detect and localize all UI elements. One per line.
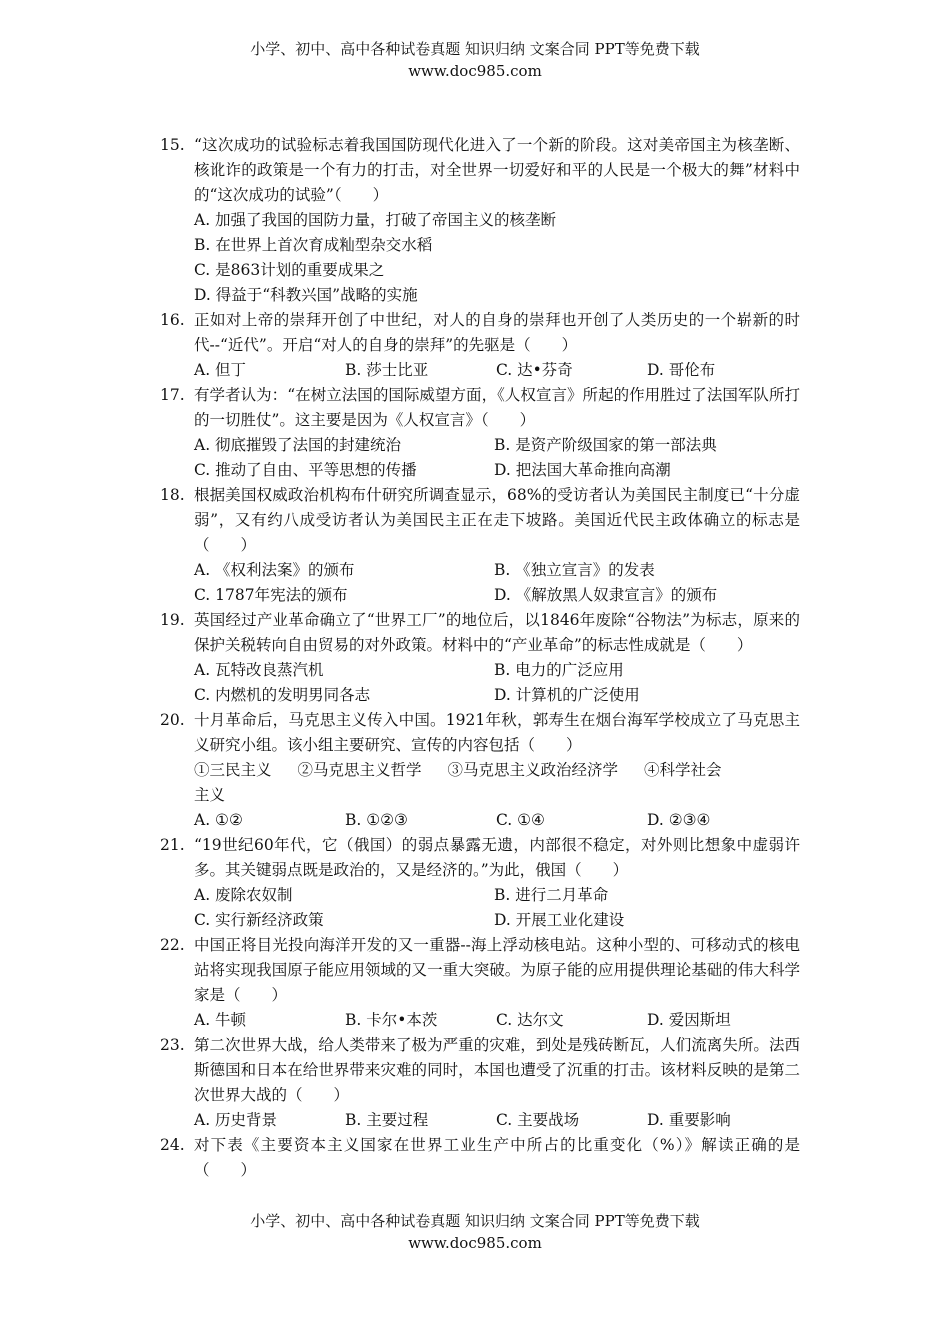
option-row [194,683,800,708]
option-row [194,808,800,833]
question-number: 15. [160,136,185,154]
option-a[interactable]: A. 废除农奴制 [194,886,293,904]
question-stem: 中国正将目光投向海洋开发的又一重器--海上浮动核电站。这种小型的、可移动式的核电站将实现我国原子能应用领域的又一重大突破。为原子能的应用提供理论基础的伟大科学家是（ ） [194,936,800,1004]
question-number: 20. [160,711,185,729]
question-stem: 正如对上帝的崇拜开创了中世纪，对人的自身的崇拜也开创了人类历史的一个崭新的时代--“近代”。开启“对人的自身的崇拜”的先驱是（ ） [194,311,800,354]
option-a[interactable]: A. 但丁 [194,361,247,379]
question-stem: 根据美国权威政治机构布什研究所调查显示，68%的受访者认为美国民主制度已“十分虚弱”，又有约八成受访者认为美国民主正在走下坡路。美国近代民主政体确立的标志是（ ） [194,486,800,554]
option-b[interactable]: B. 卡尔•本茨 [345,1011,438,1029]
question-15 [160,133,800,308]
option-a[interactable]: A. 历史背景 [194,1111,278,1129]
footer-line-1: 小学、初中、高中各种试卷真题 知识归纳 文案合同 PPT等免费下载 [250,1212,700,1230]
option-b[interactable]: B. 主要过程 [345,1111,429,1129]
option-row [194,233,800,258]
question-17 [160,383,800,483]
option-c[interactable]: C. 达尔文 [496,1011,564,1029]
option-a[interactable]: A. ①② [194,811,243,829]
option-d[interactable]: D. 得益于“科教兴国”战略的实施 [194,286,418,304]
option-d[interactable]: D. 把法国大革命推向高潮 [494,461,671,479]
option-d[interactable]: D. 哥伦布 [647,361,716,379]
question-stem: 对下表《主要资本主义国家在世界工业生产中所占的比重变化（%）》解读正确的是（ ） [194,1136,800,1179]
option-row [194,433,800,458]
question-21 [160,833,800,933]
option-a[interactable]: A. 彻底摧毁了法国的封建统治 [194,436,402,454]
question-stem: “这次成功的试验标志着我国国防现代化进入了一个新的阶段。这对美帝国主为核垄断、核讹诈的政策是一个有力的打击，对全世界一切爱好和平的人民是一个极大的舞”材料中的“这次成功的试验”（ ） [194,136,800,204]
option-row [194,583,800,608]
option-row [194,208,800,233]
question-list [160,133,800,1183]
question-23 [160,1033,800,1133]
option-row [194,358,800,383]
question-stem: 英国经过产业革命确立了“世界工厂”的地位后，以1846年废除“谷物法”为标志，原来的保护关税转向自由贸易的对外政策。材料中的“产业革命”的标志性成就是（ ） [194,611,800,654]
question-stem: 十月革命后，马克思主义传入中国。1921年秋，郭寿生在烟台海军学校成立了马克思主义研究小组。该小组主要研究、宣传的内容包括（ ） [194,711,800,754]
option-b[interactable]: B. 莎士比亚 [345,361,429,379]
option-b[interactable]: B. 在世界上首次育成籼型杂交水稻 [194,236,433,254]
option-d[interactable]: D. ②③④ [647,811,711,829]
option-b[interactable]: B. ①②③ [345,811,408,829]
question-20 [160,708,800,833]
question-18 [160,483,800,608]
option-c[interactable]: C. 主要战场 [496,1111,580,1129]
option-c[interactable]: C. 达•芬奇 [496,361,573,379]
question-number: 21. [160,836,185,854]
question-16 [160,308,800,383]
option-row [194,558,800,583]
option-b[interactable]: B. 是资产阶级国家的第一部法典 [494,436,717,454]
option-a[interactable]: A. 瓦特改良蒸汽机 [194,661,324,679]
numbered-items-row [194,758,800,783]
question-22 [160,933,800,1033]
question-number: 22. [160,936,185,954]
option-d[interactable]: D. 计算机的广泛使用 [494,686,640,704]
question-number: 17. [160,386,185,404]
header-line-1: 小学、初中、高中各种试卷真题 知识归纳 文案合同 PPT等免费下载 [250,40,700,58]
option-a[interactable]: A. 牛顿 [194,1011,247,1029]
option-row [194,1008,800,1033]
option-c[interactable]: C. 是863计划的重要成果之 [194,261,385,279]
option-a[interactable]: A. 《权利法案》的颁布 [194,561,355,579]
question-stem: 第二次世界大战，给人类带来了极为严重的灾难，到处是残砖断瓦，人们流离失所。法西斯德国和日本在给世界带来灾难的同时，本国也遭受了沉重的打击。该材料反映的是第二次世界大战的（ ） [194,1036,800,1104]
option-c[interactable]: C. 实行新经济政策 [194,911,324,929]
question-number: 23. [160,1036,185,1054]
question-number: 24. [160,1136,185,1154]
numbered-item-2: ②马克思主义哲学 [297,761,422,779]
question-24 [160,1133,800,1183]
option-c[interactable]: C. 推动了自由、平等思想的传播 [194,461,417,479]
page-header [0,38,950,82]
option-d[interactable]: D. 开展工业化建设 [494,911,625,929]
option-row [194,658,800,683]
option-d[interactable]: D. 爱因斯坦 [647,1011,731,1029]
question-number: 19. [160,611,185,629]
question-number: 18. [160,486,185,504]
option-d[interactable]: D. 《解放黑人奴隶宣言》的颁布 [494,586,718,604]
footer-url[interactable]: www.doc985.com [408,1234,542,1252]
option-row [194,258,800,283]
option-row [194,283,800,308]
option-row [194,883,800,908]
option-b[interactable]: B. 进行二月革命 [494,886,609,904]
option-c[interactable]: C. ①④ [496,811,545,829]
question-stem: 有学者认为：“在树立法国的国际威望方面，《人权宣言》所起的作用胜过了法国军队所打的一切胜仗”。这主要是因为《人权宣言》（ ） [194,386,800,429]
page-footer [0,1210,950,1254]
numbered-item-3: ③马克思主义政治经济学 [447,761,619,779]
option-a[interactable]: A. 加强了我国的国防力量，打破了帝国主义的核垄断 [194,211,557,229]
option-row [194,458,800,483]
numbered-item-1: ①三民主义 [194,761,272,779]
numbered-items-tail: 主义 [194,786,226,804]
option-row [194,1108,800,1133]
question-19 [160,608,800,708]
numbered-item-4: ④科学社会 [644,761,722,779]
option-d[interactable]: D. 重要影响 [647,1111,731,1129]
header-url[interactable]: www.doc985.com [408,62,542,80]
question-stem: “19世纪60年代，它（俄国）的弱点暴露无遗，内部很不稳定，对外则比想象中虚弱许多。其关键弱点既是政治的，又是经济的。”为此，俄国（ ） [194,836,800,879]
question-number: 16. [160,311,185,329]
option-c[interactable]: C. 1787年宪法的颁布 [194,586,348,604]
option-c[interactable]: C. 内燃机的发明男同各志 [194,686,371,704]
option-b[interactable]: B. 电力的广泛应用 [494,661,624,679]
option-b[interactable]: B. 《独立宣言》的发表 [494,561,655,579]
option-row [194,908,800,933]
